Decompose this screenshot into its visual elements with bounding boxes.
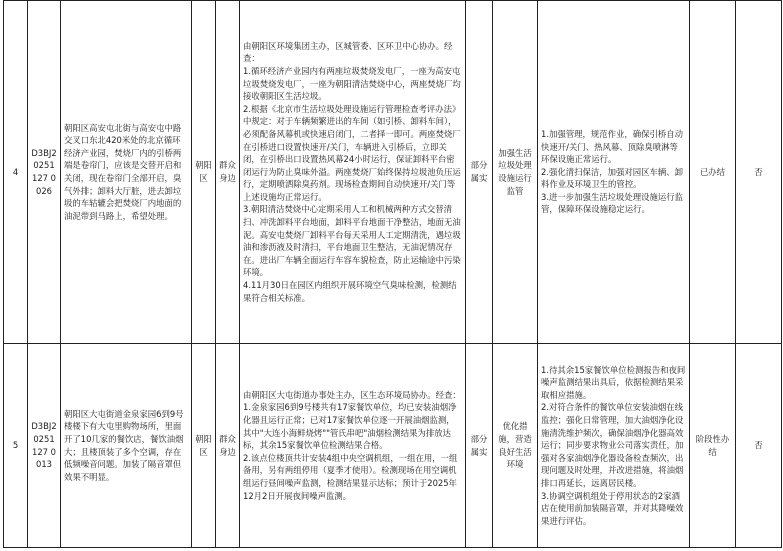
table-row [4, 1, 782, 344]
complaint-content: 朝阳区大屯街道金泉家园6到9号楼楼下有大屯里购物场所，里面开了10几家的餐饮店，餐饮油烟大；且楼顶装了多个空调，存在低频噪音问题。加装了隔音罩但效果不明显。 [61, 344, 192, 548]
verdict: 部分属实 [466, 344, 493, 548]
complaint-content: 朝阳区高安屯北街与高安屯中路交叉口东北420米处的北京循环经济产业园，焚烧厂内的引桥两端是卷帘门，应该是交替开启和关闭，现在卷帘门全部开启，臭气外排；卸料大厅脏，进去卸垃圾的车轱辘会把焚烧厂内地面的油泥带到马路上，希望处理。 [61, 1, 192, 344]
verdict: 部分属实 [466, 1, 493, 344]
issue-summary: 加强生活垃圾处理设施运行监管 [493, 1, 538, 344]
complaint-source: 群众身边 [216, 1, 240, 344]
complaint-source: 群众身边 [216, 344, 240, 548]
handling-status: 已办结 [690, 1, 736, 344]
rectification-measures: 1.待其余15家餐饮单位检测报告和夜间噪声监测结果出具后，依据检测结果采取相应措施。 2.对符合条件的餐饮单位安装油烟在线监控；强化日常管理，加大油烟净化设施清洗维护频次，确保油烟净化器高效运行；同步要求物业公司落实责任，加强对各家油烟净化器设备检查频次，出现问题及时处理，并改进措施，将油烟排口再延长，远离居民楼。 3.协调空调机组处于停用状态的2家酒店在使用前加装隔音罩，并对其降噪效果进行评估。 [538, 344, 690, 548]
investigation-result: 由朝阳区大屯街道办事处主办，区生态环境局协办。经查： 1.金泉家园6到9号楼共有17家餐饮单位，均已安装油烟净化器且运行正常；已对17家餐饮单位逐一开展油烟监测，其中"大连小海鲜烧烤""管氏串吧"油烟检测结果为排放达标，其余15家餐饮单位检测结果合格。 2.该点位楼顶共计安装4组中央空调机组，一组在用，一组备用，另有两组停用（夏季才使用）。检测现场在用空调机组运行昼间噪声监测，检测结果显示达标；预计于2025年12月2日开展夜间噪声监测。 [240, 344, 466, 548]
table-row [4, 344, 782, 548]
case-code: D3BJ20251127 0026 [28, 1, 61, 344]
accountability: 否 [736, 344, 782, 548]
accountability: 否 [736, 1, 782, 344]
row-index: 4 [4, 1, 28, 344]
complaint-table [3, 0, 782, 548]
case-code: D3BJ20251127 0013 [28, 344, 61, 548]
issue-summary: 优化措施，营造良好生活环境 [493, 344, 538, 548]
investigation-result: 由朝阳区环境集团主办，区城管委、区环卫中心协办。经查： 1.循环经济产业园内有两座垃圾焚烧发电厂，一座为高安屯垃圾焚烧发电厂，一座为朝阳清洁焚烧中心，两座焚烧厂均接收朝阳区生活垃圾。 2.根据《北京市生活垃圾处理设施运行管理检查考评办法》中规定：对于车辆频繁进出的车间（如引桥、卸料车间），必须配备风幕机或快速启闭门，二者择一即可。两座焚烧厂在引桥进口设置快速开/关门，车辆进入引桥后，立即关闭，在引桥出口设置热风幕24小时运行，保证卸料平台密闭运行为防止臭味外溢。两座焚烧厂始终保持垃圾池负压运行，定期喷洒除臭药剂。现场检查期间自动快速开/关门等上述设施均正常运行。 3.朝阳清洁焚烧中心定期采用人工和机械两种方式交替清扫、冲洗卸料平台地面，卸料平台地面干净整洁，地面无油泥。高安屯焚烧厂卸料平台每天采用人工定期清洗，遇垃圾油和渗沥液及时清扫，平台地面卫生整洁，无油泥情况存在。进出厂车辆全面运行车容车貌检查，防止运输途中污染环境。 4.11月30日在园区内组织开展环境空气臭味检测，检测结果符合相关标准。 [240, 1, 466, 344]
handling-status: 阶段性办结 [690, 344, 736, 548]
rectification-measures: 1.加强管理，规范作业，确保引桥自动快速开/关门、热风幕、顶除臭喷淋等环保设施正常运行。 2.强化清扫保洁，加强对园区车辆、卸料作业及环境卫生的管控。 3.进一步加强生活垃圾处理设施运行监管，保障环保设施稳定运行。 [538, 1, 690, 344]
district: 朝阳区 [192, 344, 216, 548]
row-index: 5 [4, 344, 28, 548]
district: 朝阳区 [192, 1, 216, 344]
